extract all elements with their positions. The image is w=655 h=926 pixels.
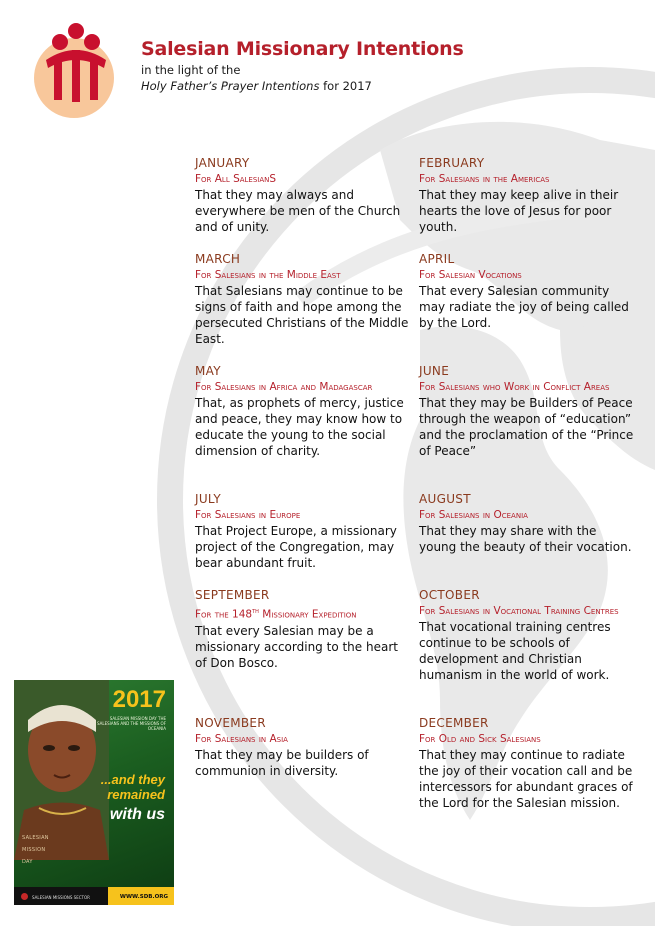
- month-name: OCTOBER: [419, 588, 480, 602]
- month-intention-for: For Salesians in Vocational Training Centres: [419, 605, 619, 617]
- slogan-line2: remained: [107, 787, 165, 802]
- subtitle-line2: [141, 79, 464, 93]
- page-title: Salesian Missionary Intentions: [141, 38, 464, 60]
- month-intention-text: That they may always and everywhere be men of the Church and of unity.: [195, 188, 401, 234]
- for-superscript: th: [252, 607, 259, 615]
- month-intention-for: For Old and Sick Salesians: [419, 733, 541, 745]
- side-line1: SALESIAN: [22, 835, 49, 841]
- month-august: [419, 491, 634, 555]
- poster-small-text: SALESIAN MISSION DAY THE SALESIANS AND THE MISSIONS OF OCEANIA: [97, 716, 166, 731]
- month-march: [195, 251, 410, 347]
- month-intention-text: That they may keep alive in their hearts the love of Jesus for poor youth.: [419, 188, 619, 234]
- month-intention-for: For Salesians who Work in Conflict Areas: [419, 381, 610, 393]
- month-name: FEBRUARY: [419, 156, 485, 170]
- side-line2: MISSION: [22, 847, 46, 853]
- month-intention-text: That every Salesian may be a missionary according to the heart of Don Bosco.: [195, 623, 398, 670]
- month-intention-text: That vocational training centres continue to be schools of development and Christian humanism in the world of work.: [419, 620, 611, 682]
- month-november: [195, 715, 410, 779]
- month-intention-for: [195, 603, 410, 623]
- month-intention-for: For Salesians in Asia: [195, 733, 288, 745]
- month-intention-text: That every Salesian community may radiate the joy of being called by the Lord.: [419, 284, 629, 330]
- poster-footer-right: WWW.SDB.ORG: [119, 894, 168, 900]
- month-september: [195, 587, 410, 671]
- month-october: [419, 587, 634, 683]
- month-name: AUGUST: [419, 492, 471, 506]
- month-intention-for: For Salesians in Oceania: [419, 509, 528, 521]
- salesian-logo-icon: [24, 20, 124, 120]
- month-december: [419, 715, 634, 811]
- mission-day-poster: [14, 680, 174, 905]
- month-intention-for: For Salesian Vocations: [419, 269, 522, 281]
- month-intention-for: For Salesians in Europe: [195, 509, 301, 521]
- poster-side-text: [22, 832, 49, 868]
- month-may: [195, 363, 410, 459]
- month-intention-text: That they may be builders of communion in diversity.: [195, 748, 369, 778]
- poster-footer-left: SALESIAN MISSIONS SECTOR: [32, 895, 90, 900]
- month-name: JUNE: [419, 364, 450, 378]
- month-name: JULY: [195, 492, 221, 506]
- month-intention-for: For Salesians in Africa and Madagascar: [195, 381, 373, 393]
- month-june: [419, 363, 634, 459]
- month-intention-for: For All SalesianS: [195, 173, 277, 185]
- subtitle-italic: Holy Father’s Prayer Intentions: [141, 79, 320, 93]
- month-intention-text: That, as prophets of mercy, justice and peace, they may know how to educate the young to the social dimension of charity.: [195, 396, 404, 458]
- month-july: [195, 491, 410, 571]
- month-intention-for: For Salesians in the Middle East: [195, 269, 341, 281]
- subtitle-year: for 2017: [319, 79, 372, 93]
- month-name: MARCH: [195, 252, 241, 266]
- month-april: [419, 251, 634, 331]
- month-intention-text: That Project Europe, a missionary project of the Congregation, may bear abundant fruit.: [195, 524, 397, 570]
- month-february: [419, 155, 634, 235]
- side-line3: DAY: [22, 859, 33, 865]
- month-name: SEPTEMBER: [195, 588, 270, 602]
- month-january: [195, 155, 410, 235]
- subtitle-line1: in the light of the: [141, 63, 241, 77]
- poster-slogan: [101, 772, 165, 802]
- month-name: NOVEMBER: [195, 716, 266, 730]
- logo-dot-icon: [21, 893, 28, 900]
- month-intention-text: That Salesians may continue to be signs of faith and hope among the persecuted Christians of the Middle East.: [195, 284, 409, 346]
- poster-year: 2017: [112, 686, 166, 713]
- month-intention-text: That they may continue to radiate the joy of their vocation call and be intercessors for abundant graces of the Lord for the Salesian mission.: [419, 748, 633, 810]
- for-prefix: For the 148: [195, 608, 253, 621]
- month-intention-text: That they may share with the young the beauty of their vocation.: [419, 524, 632, 554]
- month-name: JANUARY: [195, 156, 250, 170]
- month-name: APRIL: [419, 252, 455, 266]
- for-suffix: Missionary Expedition: [258, 608, 357, 621]
- month-intention-text: That they may be Builders of Peace through the weapon of “education” and the proclamation of the “Prince of Peace”: [419, 396, 634, 458]
- month-name: MAY: [195, 364, 221, 378]
- slogan-line3: with us: [109, 806, 165, 823]
- month-intention-for: For Salesians in the Americas: [419, 173, 550, 185]
- slogan-line1: ...and they: [100, 772, 165, 787]
- month-name: DECEMBER: [419, 716, 489, 730]
- header: [141, 38, 464, 93]
